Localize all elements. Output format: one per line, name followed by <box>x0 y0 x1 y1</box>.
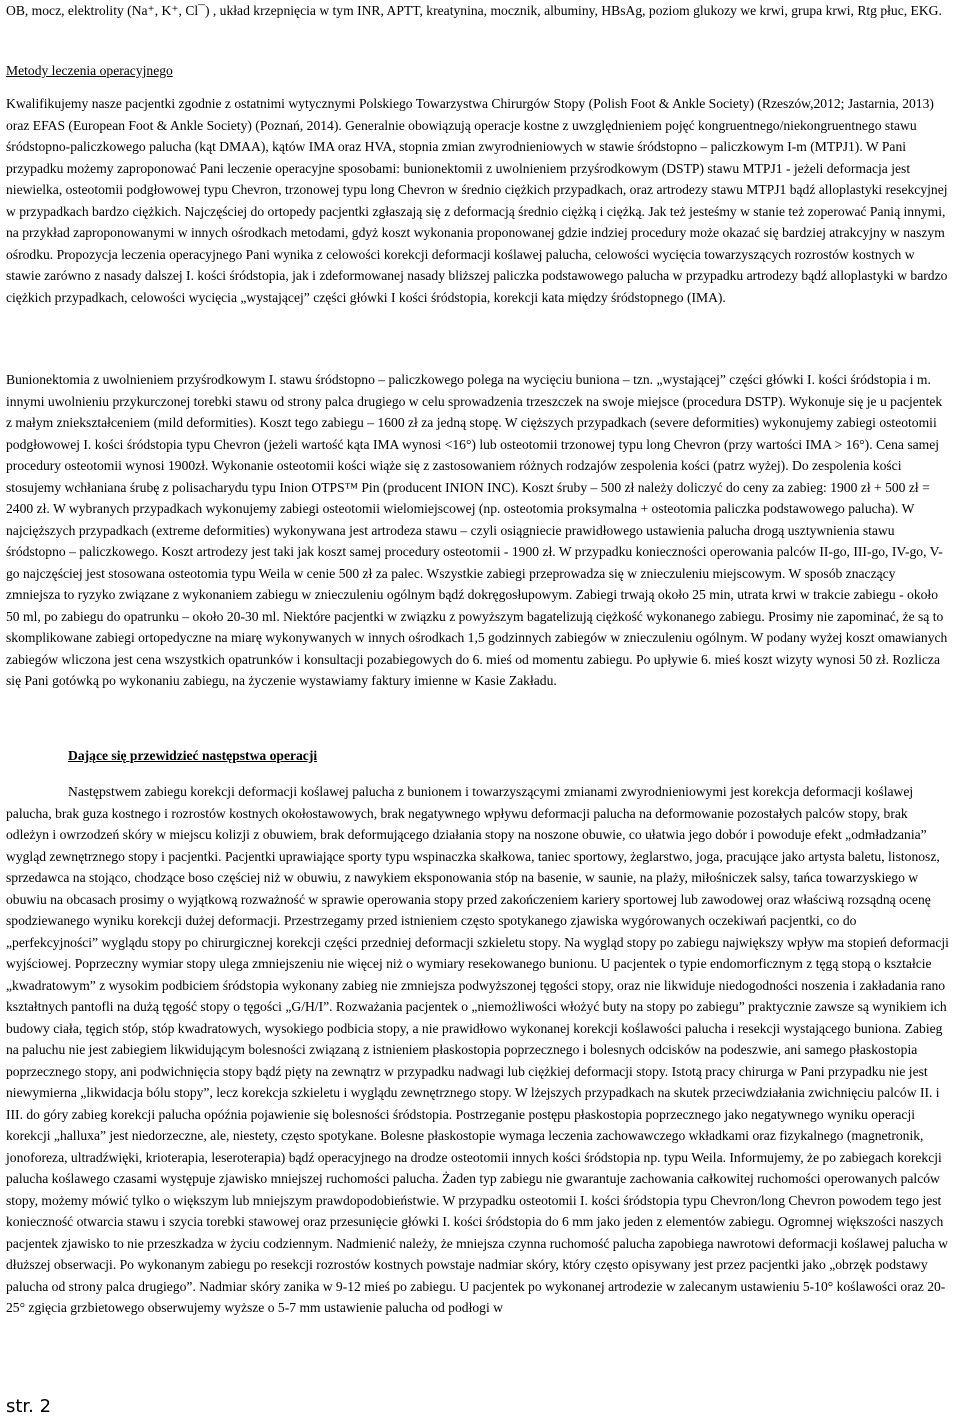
intro-text: OB, mocz, elektrolity (Na⁺, K⁺, Cl¯) , układ krzepnięcia w tym INR, APTT, kreatynina, mocznik, albuminy, HBsAg, poziom glukozy we krwi, grupa krwi, Rtg płuc, EKG. <box>6 3 942 18</box>
paragraph-qualification: Kwalifikujemy nasze pacjentki zgodnie z ostatnimi wytycznymi Polskiego Towarzystwa Chirurgów Stopy (Polish Foot & Ankle Society) (Rzeszów,2012; Jastarnia, 2013) oraz EFAS (European Foot & Ankle Society) (Poznań, 2014). Generalnie obowiązują operacje kostne z uwzględnieniem pojęć kongruentnego/niekongruentnego stawu śródstopno-paliczkowego palucha (kąt DMAA), kątów IMA oraz HVA, stopnia zmian zwyrodnieniowych w stawie śródstopno – paliczkowym I-m (MTPJ1). W Pani przypadku możemy zaproponować Pani leczenie operacyjne sposobami: bunionektomii z uwolnieniem przyśrodkowym (DSTP) stawu MTPJ1 - jeżeli deformacja jest niewielka, osteotomii podgłowowej typu Chevron, trzonowej typu long Chevron w średnio ciężkich przypadkach, oraz artrodezy stawu MTPJ1 bądź alloplastyki resekcyjnej w przypadkach bardzo ciężkich. Najczęściej do ortopedy pacjentki zgłaszają się z deformacją średnio ciężką i ciężką. Jak też jesteśmy w stanie też zoperować Panią innymi, na przykład zaproponowanymi w innych ośrodkach metodami, gdyż koszt wykonania proponowanej gdzie indziej procedury może okazać się bardziej atrakcyjny w naszym ośrodku. Propozycja leczenia operacyjnego Pani wynika z celowości korekcji deformacji koślawej palucha, celowości wycięcia towarzyszących rozrostów kostnych w stawie zarówno z nasady dalszej I. kości śródstopia, jak i zdeformowanej nasady bliższej paliczka podstawowego palucha w przypadku artrodezy bądź alloplastyki w bardzo ciężkich przypadkach, celowości wycięcia „wystającej” części główki I kości śródstopia, korekcji kata między śródstopnego (IMA). <box>6 96 948 305</box>
paragraph-bunionectomy: Bunionektomia z uwolnieniem przyśrodkowym I. stawu śródstopno – paliczkowego polega na wycięciu buniona – tzn. „wystającej” części główki I. kości śródstopia i m. innymi uwolnieniu przykurczonej torebki stawu od strony palca drugiego w celu sprowadzenia trzeszczek na swoje miejsce (procedura DSTP). Wykonuje się je u pacjentek z małym zniekształceniem (mild deformities). Koszt tego zabiegu – 1600 zł za jedną stopę. W cięższych przypadkach (severe deformities) wykonujemy zabiegi osteotomii podgłowowej I. kości śródstopia typu Chevron (jeżeli wartość kąta IMA wynosi <16°) lub osteotomii trzonowej typu long Chevron (przy wartości IMA > 16°). Cena samej procedury osteotomii wynosi 1900zł. Wykonanie osteotomii kości wiąże się z zastosowaniem różnych rodzajów zespolenia kości (patrz wyżej). Do zespolenia kości stosujemy wchłaniana śrubę z polisacharydu typu Inion OTPS™ Pin (producent INION INC). Koszt śruby – 500 zł należy doliczyć do ceny za zabieg: 1900 zł + 500 zł = 2400 zł. W wybranych przypadkach wykonujemy zabiegi osteotomii wielomiejscowej (np. osteotomia proksymalna + osteotomia paliczka podstawowego palucha). W najcięższych przypadkach (extreme deformities) wykonywana jest artrodeza stawu – czyli osiągniecie prawidłowego ustawienia palucha drogą usztywnienia stawu śródstopno – paliczkowego. Koszt artrodezy jest taki jak koszt samej procedury osteotomii - 1900 zł. W przypadku konieczności operowania palców II-go, III-go, IV-go, V-go najczęściej jest stosowana osteotomia typu Weila w cenie 500 zł za palec. Wszystkie zabiegi przeprowadza się w znieczuleniu miejscowym. W sposób znaczący zmniejsza to ryzyko związane z wykonaniem zabiegu w znieczuleniu ogólnym bądź dokręgosłupowym. Zabiegi trwają około 25 min, utrata krwi w trakcie zabiegu - około 50 ml, po zabiegu do opatrunku – około 20-30 ml. Niektóre pacjentki w związku z powyższym bagatelizują ciężkość wykonanego zabiegu. Prosimy nie zapominać, że są to skomplikowane zabiegi ortopedyczne na miarę wykonywanych w innych ośrodkach 1,5 godzinnych zabiegów w znieczuleniu ogólnym. W podany wyżej koszt omawianych zabiegów wliczona jest cena wszystkich opatrunków i konsultacji pozabiegowych do 6. mieś od momentu zabiegu. Po upływie 6. mieś koszt wizyty wynosi 50 zł. Rozlicza się Pani gotówką po wykonaniu zabiegu, na życzenie wystawiamy faktury imienne w Kasie Zakładu. <box>6 372 948 688</box>
section-heading-surgical-methods: Metody leczenia operacyjnego <box>6 63 173 78</box>
section-heading-consequences: Dające się przewidzieć następstwa operacji <box>68 748 318 763</box>
paragraph-consequences: Następstwem zabiegu korekcji deformacji koślawej palucha z bunionem i towarzyszącymi zmianami zwyrodnieniowymi jest korekcja deformacji koślawej palucha, brak guza kostnego i rozrostów kostnych okołostawowych, brak negatywnego wpływu deformacji palucha na deformowanie pozostałych palców stopy, brak odleżyn i owrzodzeń skóry w miejscu kolizji z obuwiem, brak deformującego działania stopy na noszone obuwie, co ułatwia jego dobór i powoduje efekt „odmładzania” wygląd zewnętrznego stopy i pacjentki. Pacjentki uprawiające sporty typu wspinaczka skałkowa, taniec sportowy, żeglarstwo, joga, pracujące jako artysta baletu, listonosz, sprzedawca na stojąco, chodzące boso częściej niż w obuwiu, z nawykiem eksponowania stóp na basenie, w saunie, na plaży, miłośniczek salsy, tańca towarzyskiego w obuwiu na obcasach prosimy o wyjątkową rozważność w sprawie operowania stopy przed zakończeniem kariery sportowej lub zawodowej oraz właściwą rozsądną ocenę spodziewanego wyniku korekcji dużej deformacji. Przestrzegamy przed istnieniem często spotykanego zjawiska wygórowanych oczekiwań pacjentki, co do „perfekcyjności” wyglądu stopy po chirurgicznej korekcji części przedniej deformacji szkieletu stopy. Na wygląd stopy po zabiegu największy wpływ ma stopień deformacji wyjściowej. Poprzeczny wymiar stopy ulega zmniejszeniu nie więcej niż o wymiary resekowanego bunionu. U pacjentek o typie endomorficznym z tęgą stopą o kształcie „kwadratowym” z wysokim podbiciem śródstopia wykonany zabieg nie zmniejsza podwyższonej tęgości stopy, oraz nie likwiduje niedogodności noszenia i zakładania rano kształtnych pantofli na dużą tęgość stopy o tęgości „G/H/I”. Rozważania pacjentek o „niemożliwości włożyć buty na stopy po zabiegu” praktycznie zawsze są wynikiem ich budowy ciała, tęgich stóp, stóp kwadratowych, wysokiego podbicia stopy, a nie prawidłowo wykonanej korekcji koślawości palucha i resekcji wystającego buniona. Zabieg na paluchu nie jest zabiegiem likwidującym bolesności związaną z istnieniem płaskostopia poprzecznego i bolesnych odcisków na podeszwie, ani samego płaskostopia poprzecznego stopy, ani podwichnięcia stopy bądź pięty na zewnątrz w przypadku nadwagi lub ciężkiej deformacji stopy. Istotą pracy chirurga w Pani przypadku nie jest niewymierna „likwidacja bólu stopy”, lecz korekcja szkieletu i wyglądu zewnętrznego stopy. W lżejszych przypadkach na skutek przeciwdziałania zwichnięciu palców II. i III. do góry zabieg korekcji palucha opóźnia pojawienie się bolesności śródstopia. Postrzeganie postępu płaskostopia poprzecznego jako negatywnego wyniku operacji korekcji „halluxa” jest niedorzeczne, ale, niestety, często spotykane. Bolesne płaskostopie wymaga leczenia zachowawczego wkładkami oraz fizykalnego (magnetronik, jonoforeza, ultradźwięki, krioterapia, leseroterapia) bądź operacyjnego na drodze osteotomii innych kości śródstopia np. typu Weila. Informujemy, że po zabiegach korekcji palucha koślawego czasami występuje zjawisko mniejszej ruchomości palucha. Żaden typ zabiegu nie gwarantuje zachowania całkowitej ruchomości operowanych palców stopy, możemy mówić tylko o większym lub mniejszym prawdopodobieństwie. W przypadku osteotomii I. kości śródstopia typu Chevron/long Chevron powodem tego jest konieczność otwarcia stawu i szycia torebki stawowej oraz przesunięcie główki I. kości śródstopia do 6 mm jako jeden z elementów zabiegu. Ogromnej większości naszych pacjentek zjawisko to nie przeszkadza w życiu codziennym. Nadmienić należy, że mniejsza czynna ruchomość palucha zapobiega nawrotowi deformacji koślawej palucha w dłuższej obserwacji. Po wykonanym zabiegu po resekcji rozrostów kostnych powstaje nadmiar skóry, który często opisywany jest przez pacjentki jako „obrzęk podstawy palucha od strony palca drugiego”. Nadmiar skóry zanika w 9-12 mieś po zabiegu. U pacjentek po wykonanej artrodezie w zalecanym ustawieniu 5-10° koślawości oraz 20-25° zgięcia grzbietowego obserwujemy wyższe o 5-7 mm ustawienie palucha od podłogi w <box>6 784 949 1315</box>
page-number: str. 2 <box>6 1396 52 1417</box>
